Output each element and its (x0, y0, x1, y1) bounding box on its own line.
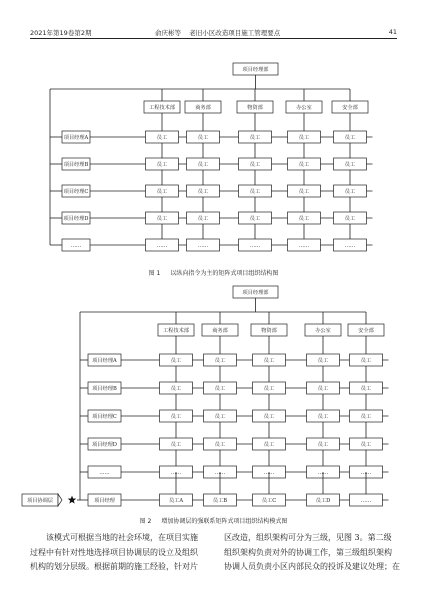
project-manager-row-label: 项目经理B (63, 161, 89, 168)
staff-cell-label: 员工 (249, 161, 261, 168)
staff-cell-label: 员工 (197, 134, 209, 141)
project-manager-row-label: …… (70, 242, 82, 249)
figure-1-caption-text: 以纵向指令为主的矩阵式项目组织结构图 (170, 270, 279, 277)
staff-cell-label: 员工 (344, 161, 356, 168)
staff-cell-label: 员工 (197, 215, 209, 222)
department-label: 办公室 (315, 327, 331, 334)
figure-2-org-chart (0, 282, 427, 512)
staff-cell-label: 员工 (360, 385, 372, 392)
staff-cell-label: 员工 (344, 188, 356, 195)
figure-1-number: 图 1 (148, 270, 161, 277)
staff-cell-label: …… (344, 242, 356, 249)
coordinator-staff-cell-label: 员工A (168, 497, 184, 504)
staff-cell-label: …… (249, 242, 261, 249)
staff-cell-label: 员工 (317, 385, 329, 392)
staff-cell-label: 员工 (214, 357, 226, 364)
staff-cell-label: 员工 (344, 134, 356, 141)
staff-cell-label: 员工 (317, 357, 329, 364)
coordinator-staff-cell-label: 员工C (261, 497, 277, 504)
coordinator-staff-cell-label: …… (360, 497, 372, 504)
staff-cell-label: …… (298, 242, 310, 249)
staff-cell-label: 员工 (360, 441, 372, 448)
body-line: 过程中有针对性地选择项目协调层的设立及组织 (30, 547, 198, 557)
figure-1-caption (0, 268, 427, 277)
staff-cell-label: 员工 (263, 385, 275, 392)
header-rule (30, 38, 397, 39)
staff-cell-label: 员工 (317, 441, 329, 448)
coordinator-staff-cell-label: 员工B (212, 497, 228, 504)
body-line: 区改造，组织架构可分为三级，见图 3。第二级 (224, 533, 392, 542)
staff-cell-label: 员工 (156, 134, 168, 141)
project-manager-row-label: …… (99, 469, 110, 476)
department-label: 工程技术部 (163, 327, 189, 334)
project-manager-row-label: 项目经理A (92, 357, 117, 364)
department-label: 工程技术部 (149, 104, 175, 111)
staff-cell-label: 员工 (249, 134, 261, 141)
staff-cell-label: 员工 (360, 413, 372, 420)
staff-cell-label: 员工 (249, 188, 261, 195)
staff-cell-label: 员工 (170, 441, 182, 448)
running-authors: 俞庆彬等 (155, 29, 181, 37)
staff-cell-label: 员工 (170, 357, 182, 364)
running-title (155, 28, 280, 37)
body-column-left (30, 531, 205, 575)
project-manager-row-label: 项目经理A (63, 134, 89, 141)
staff-cell-label: …… (197, 242, 209, 249)
body-line: 该模式可根据当地的社会环境，在项目实施 (46, 533, 198, 542)
top-project-manager-dept-label: 项目经理部 (242, 289, 269, 296)
staff-cell-label: …… (317, 469, 329, 476)
staff-cell-label: 员工 (214, 413, 226, 420)
staff-cell-label: 员工 (156, 188, 168, 195)
staff-cell-label: …… (156, 242, 168, 249)
project-manager-row-label: 项目经理D (92, 441, 117, 448)
journal-issue: 2021年第19卷第2期 (30, 29, 92, 37)
staff-cell-label: 员工 (298, 161, 310, 168)
figure-2-number: 图 2 (139, 518, 152, 525)
department-label: 办公室 (296, 104, 312, 111)
staff-cell-label: 员工 (170, 413, 182, 420)
staff-cell-label: 员工 (263, 441, 275, 448)
body-text (30, 531, 399, 575)
department-label: 物资部 (247, 104, 263, 111)
coordinator-staff-cell-label: 员工D (315, 497, 331, 504)
staff-cell-label: 员工 (298, 215, 310, 222)
body-line: 组织架构负责对外的协调工作，第三级组织架构 (224, 547, 392, 557)
staff-cell-label: 员工 (197, 188, 209, 195)
project-manager-row-label: 项目经理B (92, 385, 117, 392)
staff-cell-label: 员工 (263, 357, 275, 364)
staff-cell-label: …… (170, 469, 182, 476)
body-line: 机构的划分层级。根据前期的施工经验，针对片 (30, 562, 198, 571)
staff-cell-label: 员工 (360, 357, 372, 364)
body-line: 协调人员负责小区内部民众的投诉及建议处理；在 (224, 562, 400, 571)
coordination-arrow-icon (58, 494, 62, 506)
department-label: 物资部 (261, 327, 277, 334)
figure-1-org-chart (0, 55, 427, 265)
staff-cell-label: 员工 (197, 161, 209, 168)
star-marker-icon (68, 496, 77, 504)
coordinator-manager-label: 项目经理 (94, 497, 115, 504)
page-header (30, 26, 397, 40)
body-column-right (224, 531, 399, 575)
staff-cell-label: 员工 (214, 385, 226, 392)
department-label: 安全部 (342, 104, 358, 111)
project-manager-row-label: 项目经理C (63, 188, 89, 195)
page-number: 41 (388, 28, 397, 36)
department-label: 安全部 (358, 327, 374, 334)
project-manager-row-label: 项目经理D (63, 215, 89, 222)
staff-cell-label: …… (360, 469, 372, 476)
staff-cell-label: 员工 (249, 215, 261, 222)
staff-cell-label: 员工 (156, 161, 168, 168)
staff-cell-label: …… (263, 469, 275, 476)
staff-cell-label: 员工 (298, 134, 310, 141)
staff-cell-label: 员工 (344, 215, 356, 222)
department-label: 商务部 (212, 327, 228, 334)
running-article-title: 老旧小区改造项目施工管理要点 (189, 29, 281, 37)
top-project-manager-dept-label: 项目经理部 (242, 66, 269, 73)
coordination-layer-label: 项目协调层 (27, 497, 53, 504)
staff-cell-label: 员工 (317, 413, 329, 420)
staff-cell-label: 员工 (263, 413, 275, 420)
staff-cell-label: 员工 (214, 441, 226, 448)
figure-2-caption-text: 增加协调层的强联系矩阵式项目组织结构模式图 (161, 518, 288, 525)
staff-cell-label: …… (214, 469, 226, 476)
staff-cell-label: 员工 (156, 215, 168, 222)
staff-cell-label: 员工 (298, 188, 310, 195)
project-manager-row-label: 项目经理C (92, 413, 117, 420)
figure-2-caption (0, 516, 427, 525)
department-label: 商务部 (195, 104, 211, 111)
staff-cell-label: 员工 (170, 385, 182, 392)
